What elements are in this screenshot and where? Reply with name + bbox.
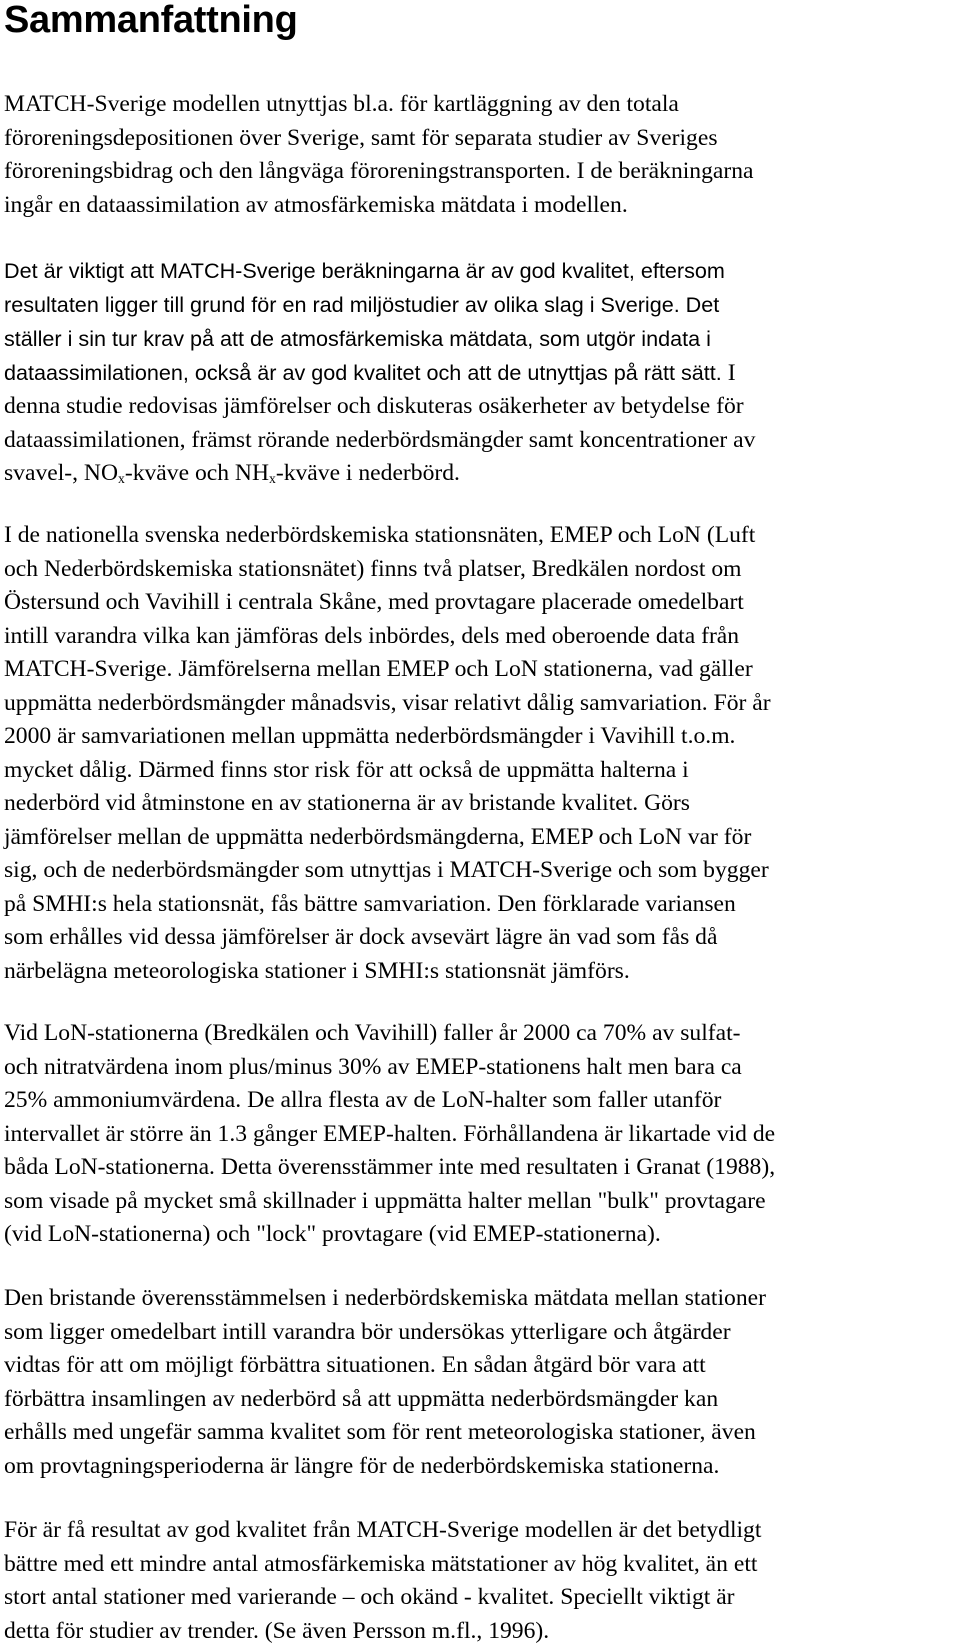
text-line: erhålls med ungefär samma kvalitet som för rent meteorologiska stationer, även — [4, 1419, 756, 1445]
text-line: För är få resultat av god kvalitet från MATCH-Sverige modellen är det betydligt — [4, 1517, 762, 1543]
text-line: intervallet är större än 1.3 gånger EMEP-halten. Förhållandena är likartade vid de — [4, 1120, 776, 1147]
text-line: stort antal stationer med varierande – och okänd - kvalitet. Speciellt viktigt är — [4, 1584, 735, 1610]
text-line: ingår en dataassimilation av atmosfärkemiska mätdata i modellen. — [4, 191, 628, 218]
text-line — [4, 356, 755, 391]
text-line: som erhålles vid dessa jämförelser är dock avsevärt lägre än vad som fås då — [4, 924, 718, 950]
text-line: sig, och de nederbördsmängder som utnyttjas i MATCH-Sverige och som bygger — [4, 857, 769, 883]
paragraph-2 — [4, 254, 755, 491]
text-line: förbättra insamlingen av nederbörd så att uppmätta nederbördsmängder kan — [4, 1385, 719, 1412]
text-line: nederbörd vid åtminstone en av stationerna är av bristande kvalitet. Görs — [4, 790, 690, 816]
text-line: närbelägna meteorologiska stationer i SMHI:s stationsnät jämförs. — [4, 957, 630, 984]
text-line: på SMHI:s hela stationsnät, fås bättre samvariation. Den förklarade variansen — [4, 890, 736, 917]
text-line: Östersund och Vavihill i centrala Skåne, med provtagare placerade omedelbart — [4, 589, 744, 615]
paragraph-1 — [4, 88, 753, 222]
text-line: denna studie redovisas jämförelser och diskuteras osäkerheter av betydelse för — [4, 393, 744, 419]
text-fragment: dataassimilationen, också är av god kvalitet och att de utnyttjas på rätt sätt. — [4, 359, 722, 385]
text-line: båda LoN-stationerna. Detta överensstämmer inte med resultaten i Granat (1988), — [4, 1154, 776, 1180]
text-line — [4, 457, 755, 491]
text-fragment: -kväve i nederbörd. — [275, 460, 460, 486]
text-fragment: resultaten ligger till grund för en rad miljöstudier av olika slag i Sverige. — [4, 291, 680, 317]
text-line: föroreningsbidrag och den långväga föroreningstransporten. I de beräkningarna — [4, 158, 754, 184]
text-fragment: Det — [685, 291, 720, 317]
text-line: intill varandra vilka kan jämföras dels inbördes, dels med oberoende data från — [4, 622, 740, 649]
text-line: som visade på mycket små skillnader i uppmätta halter mellan "bulk" provtagare — [4, 1187, 766, 1214]
paragraph-5 — [4, 1282, 766, 1483]
paragraph-4 — [4, 1017, 775, 1252]
subscript: x — [269, 471, 276, 486]
text-line: MATCH-Sverige modellen utnyttjas bl.a. för kartläggning av den totala — [4, 91, 679, 117]
text-line: och Nederbördskemiska stationsnätet) finns två platser, Bredkälen nordost om — [4, 555, 742, 582]
text-line: uppmätta nederbördsmängder månadsvis, visar relativt dålig samvariation. För år — [4, 689, 771, 716]
paragraph-6 — [4, 1514, 761, 1648]
text-line: som ligger omedelbart intill varandra bör undersökas ytterligare och åtgärder — [4, 1318, 731, 1345]
text-line: detta för studier av trender. (Se även Persson m.fl., 1996). — [4, 1617, 550, 1644]
text-fragment: -kväve och NH — [124, 460, 269, 486]
text-line: 25% ammoniumvärdena. De allra flesta av de LoN-halter som faller utanför — [4, 1087, 722, 1113]
text-line: dataassimilationen, främst rörande nederbördsmängder samt koncentrationer av — [4, 426, 756, 453]
text-line: (vid LoN-stationerna) och "lock" provtagare (vid EMEP-stationerna). — [4, 1221, 661, 1247]
text-line: 2000 är samvariationen mellan uppmätta nederbördsmängder i Vavihill t.o.m. — [4, 723, 736, 749]
text-line: ställer i sin tur krav på att de atmosfärkemiska mätdata, som utgör indata i — [4, 326, 711, 351]
text-line: MATCH-Sverige. Jämförelserna mellan EMEP och LoN stationerna, vad gäller — [4, 656, 753, 682]
text-line: Det är viktigt att MATCH-Sverige beräkningarna är av god kvalitet, eftersom — [4, 258, 725, 283]
text-line: vidtas för att om möjligt förbättra situationen. En sådan åtgärd bör vara att — [4, 1352, 706, 1378]
text-line: jämförelser mellan de uppmätta nederbördsmängderna, EMEP och LoN var för — [4, 823, 752, 850]
text-line: Den bristande överensstämmelsen i nederbördskemiska mätdata mellan stationer — [4, 1285, 766, 1311]
subscript: x — [118, 471, 125, 486]
text-fragment: svavel-, NO — [4, 460, 119, 486]
text-line: och nitratvärdena inom plus/minus 30% av EMEP-stationens halt men bara ca — [4, 1053, 742, 1080]
text-line: Vid LoN-stationerna (Bredkälen och Vavihill) faller år 2000 ca 70% av sulfat- — [4, 1020, 741, 1046]
paragraph-3 — [4, 519, 771, 988]
text-line: om provtagningsperioderna är längre för de nederbördskemiska stationerna. — [4, 1452, 720, 1479]
text-line: I de nationella svenska nederbördskemiska stationsnäten, EMEP och LoN (Luft — [4, 522, 756, 548]
text-line: föroreningsdepositionen över Sverige, samt för separata studier av Sveriges — [4, 124, 718, 151]
text-line: bättre med ett mindre antal atmosfärkemiska mätstationer av hög kvalitet, än ett — [4, 1550, 758, 1577]
page-title: Sammanfattning — [4, 0, 298, 41]
text-line — [4, 288, 755, 323]
text-fragment: I — [727, 359, 736, 386]
text-line: mycket dålig. Därmed finns stor risk för att också de uppmätta halterna i — [4, 756, 689, 783]
